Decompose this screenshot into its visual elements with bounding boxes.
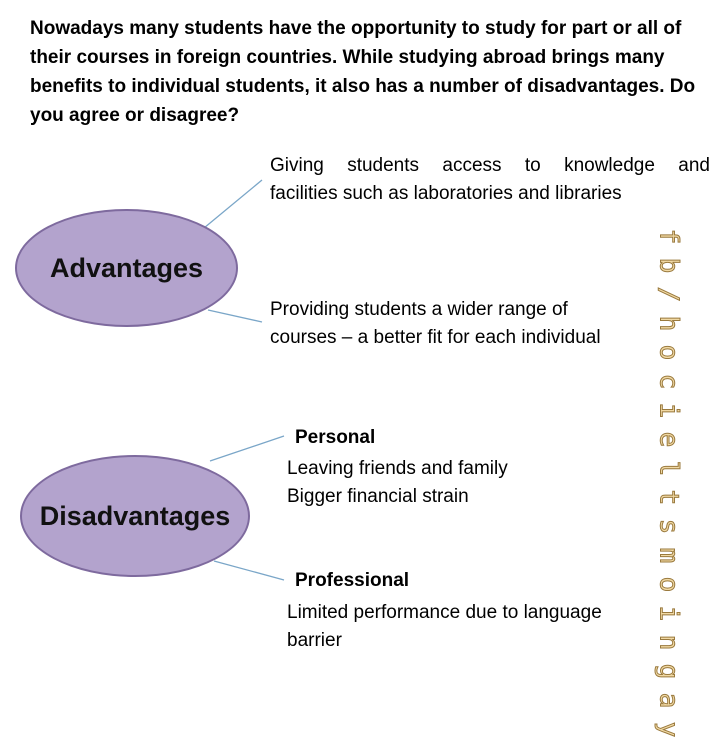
advantage-item-2-line2: courses – a better fit for each individual <box>270 327 601 348</box>
advantages-label: Advantages <box>49 252 204 283</box>
word: and <box>678 155 710 176</box>
watermark-char: i <box>653 605 684 622</box>
watermark-char: / <box>653 286 684 303</box>
watermark-char: f <box>653 228 684 245</box>
advantages-ellipse <box>15 209 238 327</box>
watermark-char: b <box>653 257 684 274</box>
watermark-char: y <box>653 721 684 738</box>
personal-item: Bigger financial strain <box>287 486 469 507</box>
watermark-char: l <box>653 460 684 477</box>
word: access <box>442 155 502 176</box>
connector-personal <box>210 436 284 461</box>
professional-heading: Professional <box>295 570 410 591</box>
word: knowledge <box>564 155 655 176</box>
question-prompt: Nowadays many students have the opportunity to study for part or all of their courses in foreign countries. While studying abroad brings many benefits to individual students, it also has a number of disadvantages. Do you agree or disagree? <box>30 18 696 126</box>
word: to <box>524 155 541 176</box>
disadvantages-ellipse <box>20 455 250 577</box>
connector-professional <box>214 561 284 580</box>
word: Giving <box>270 155 324 176</box>
watermark-char: i <box>653 402 684 419</box>
watermark-char: s <box>653 518 684 535</box>
advantage-item-2-line1: Providing students a wider range of <box>270 299 568 320</box>
personal-heading: Personal <box>295 427 376 448</box>
personal-items <box>287 455 508 511</box>
watermark-char: c <box>653 373 684 390</box>
professional-item: Limited performance due to language <box>287 602 602 623</box>
watermark-char: o <box>653 344 684 361</box>
watermark-char: t <box>653 489 684 506</box>
advantage-item-2 <box>270 296 710 352</box>
personal-item: Leaving friends and family <box>287 458 508 479</box>
watermark-char: e <box>653 431 684 448</box>
connector-advantage-1 <box>204 180 262 228</box>
watermark-char: h <box>653 315 684 332</box>
word: students <box>347 155 420 176</box>
watermark-char: g <box>653 663 684 680</box>
connector-advantage-2 <box>208 310 262 322</box>
watermark-char: n <box>653 634 684 651</box>
advantage-item-1 <box>270 152 710 208</box>
professional-item: barrier <box>287 630 342 651</box>
watermark-char: a <box>653 692 684 709</box>
advantage-item-1-line2: facilities such as laboratories and libraries <box>270 183 622 204</box>
professional-items <box>287 599 602 655</box>
watermark-char: o <box>653 576 684 593</box>
watermark-char: m <box>653 547 684 564</box>
advantage-item-1-line1 <box>270 152 710 180</box>
disadvantages-label: Disadvantages <box>39 500 231 531</box>
